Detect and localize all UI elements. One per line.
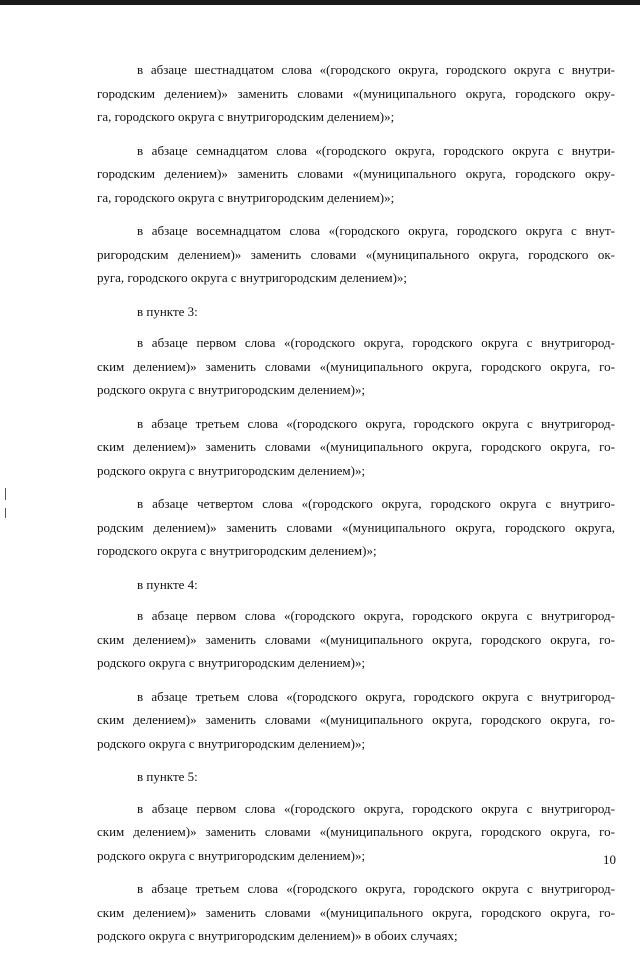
page-number: 10 xyxy=(603,852,616,867)
text-line: в абзаце третьем слова «(городского округа, городского округа с внутригород- xyxy=(137,881,615,896)
text-line: ригородским делением)» заменить словами «(муниципального округа, городского ок- xyxy=(97,246,615,262)
text-line: в пункте 4: xyxy=(137,576,198,592)
text-line: ским делением)» заменить словами «(муниципального округа, городского округа, го- xyxy=(97,358,615,374)
paragraph xyxy=(97,331,615,402)
text-line: городским делением)» заменить словами «(муниципального округа, городского окру- xyxy=(97,166,615,181)
text-line: родского округа с внутригородским делением)»; xyxy=(97,735,366,751)
paragraph xyxy=(97,412,615,483)
text-line: га, городского округа с внутригородским делением)»; xyxy=(97,189,395,205)
text-line: родского округа с внутригородским делением)»; xyxy=(97,382,366,397)
text-line: в абзаце четвертом слова «(городского округа, городского округа с внутриго- xyxy=(137,496,615,511)
paragraph xyxy=(97,685,615,756)
paragraph xyxy=(97,604,615,675)
text-line: ским делением)» заменить словами «(муниципального округа, городского округа, го- xyxy=(97,439,615,454)
text-line: в абзаце первом слова «(городского округа, городского округа с внутригород- xyxy=(137,800,615,816)
text-line: городского округа с внутригородским делением)»; xyxy=(97,543,377,558)
subsection-heading xyxy=(97,765,615,789)
text-line: га, городского округа с внутригородским делением)»; xyxy=(97,109,395,124)
text-line: в пункте 3: xyxy=(137,303,198,319)
scan-margin-mark xyxy=(5,508,6,518)
text-line: руга, городского округа с внутригородским делением)»; xyxy=(97,270,408,285)
text-line: родского округа с внутригородским делением)» в обоих случаях; xyxy=(97,928,458,943)
text-line: ским делением)» заменить словами «(муниципального округа, городского округа, го- xyxy=(97,712,615,727)
scan-top-edge xyxy=(0,0,640,5)
subsection-heading xyxy=(97,573,615,597)
document-body xyxy=(97,58,615,958)
text-line: родским делением)» заменить словами «(муниципального округа, городского округа, xyxy=(97,519,615,535)
text-line: родского округа с внутригородским делением)»; xyxy=(97,462,366,478)
text-line: ским делением)» заменить словами «(муниципального округа, городского округа, го- xyxy=(97,631,615,647)
text-line: в абзаце третьем слова «(городского округа, городского округа с внутригород- xyxy=(137,688,615,704)
text-line: в абзаце третьем слова «(городского округа, городского округа с внутригород- xyxy=(137,415,615,431)
text-line: городским делением)» заменить словами «(муниципального округа, городского окру- xyxy=(97,85,615,101)
text-line: родского округа с внутригородским делением)»; xyxy=(97,655,366,670)
paragraph xyxy=(97,219,615,290)
text-line: родского округа с внутригородским делением)»; xyxy=(97,847,366,863)
subsection-heading xyxy=(97,300,615,324)
text-line: ским делением)» заменить словами «(муниципального округа, городского округа, го- xyxy=(97,904,615,920)
paragraph xyxy=(97,139,615,210)
paragraph xyxy=(97,492,615,563)
text-line: в абзаце первом слова «(городского округа, городского округа с внутригород- xyxy=(137,608,615,623)
text-line: ским делением)» заменить словами «(муниципального округа, городского округа, го- xyxy=(97,824,615,839)
paragraph xyxy=(97,58,615,129)
paragraph xyxy=(97,877,615,948)
paragraph xyxy=(97,797,615,868)
text-line: в абзаце семнадцатом слова «(городского округа, городского округа с внутри- xyxy=(137,142,615,158)
text-line: в абзаце восемнадцатом слова «(городского округа, городского округа с внут- xyxy=(137,223,615,238)
text-line: в абзаце шестнадцатом слова «(городского округа, городского округа с внутри- xyxy=(137,62,615,77)
text-line: в пункте 5: xyxy=(137,769,198,784)
text-line: в абзаце первом слова «(городского округа, городского округа с внутригород- xyxy=(137,335,615,350)
scan-margin-mark xyxy=(5,488,6,500)
